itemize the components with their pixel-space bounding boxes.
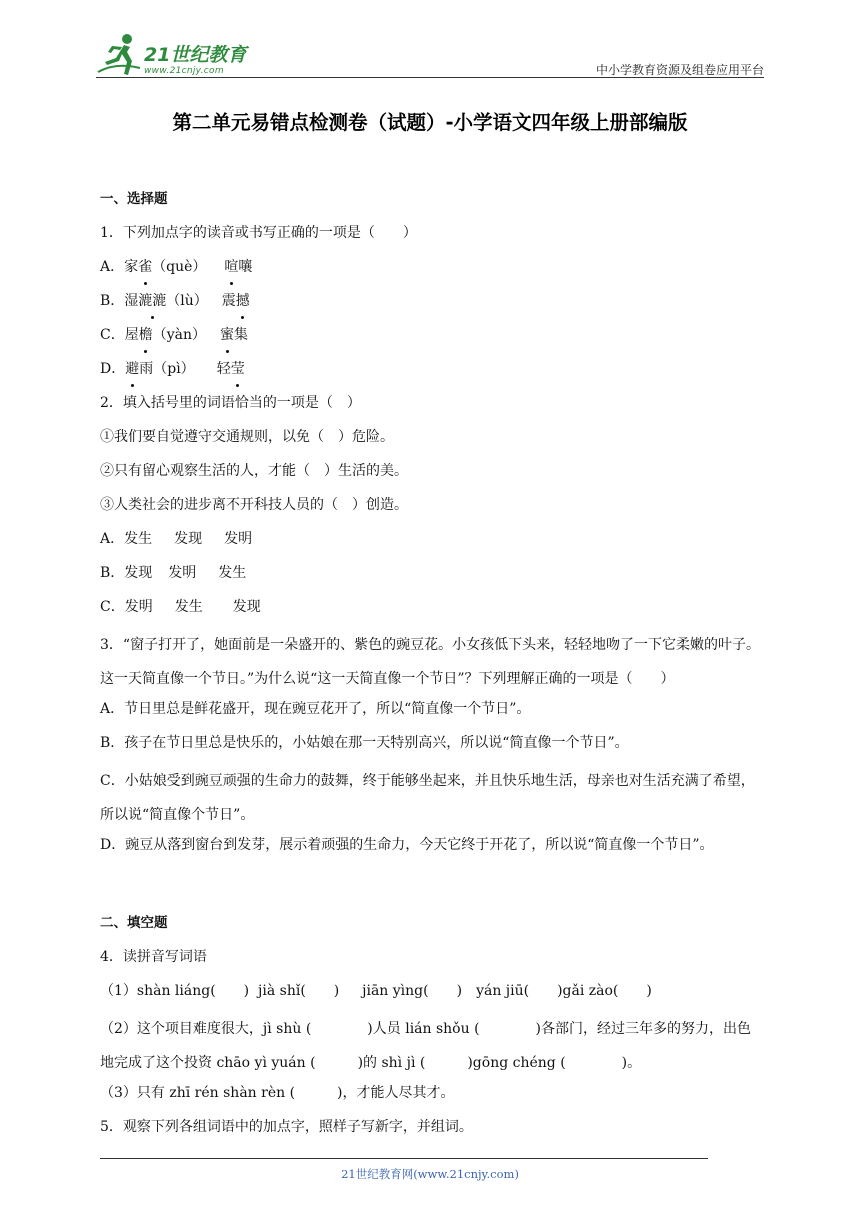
question-stem: 2．填入括号里的词语恰当的一项是（ ） [100, 395, 361, 411]
section-heading: 一、选择题 [100, 191, 168, 207]
page-title: 第二单元易错点检测卷（试题）-小学语文四年级上册部编版 [172, 111, 688, 134]
question-stem: 3．“窗子打开了，她面前是一朵盛开的、紫色的豌豆花。小女孩低下头来，轻轻地吻了一下它柔嫩的叶子。这一天简直像一个节日。”为什么说“这一天简直像一个节日”？下列理解正确的一项是（ ） [100, 637, 761, 687]
question-line: ②只有留心观察生活的人，才能（ ）生活的美。 [100, 463, 408, 479]
question-line: ①我们要自觉遵守交通规则，以免（ ）危险。 [100, 429, 394, 445]
question-line: ③人类社会的进步离不开科技人员的（ ）创造。 [100, 497, 408, 513]
exam-content [100, 186, 764, 1148]
page-header [96, 32, 764, 80]
option-d: D．豌豆从落到窗台到发芽，展示着顽强的生命力，今天它终于开花了，所以说“简直像一个节日”。 [100, 837, 714, 853]
option-b: B．孩子在节日里总是快乐的，小姑娘在那一天特别高兴，所以说“简直像一个节日”。 [100, 735, 629, 751]
question-line: （3）只有 zhī rén shàn rèn ( )，才能人尽其才。 [100, 1085, 455, 1101]
option-b: B．湿漉漉（lù） 震撼 [100, 288, 764, 322]
option-c: C．发明 发生 发现 [100, 599, 261, 615]
option-d: D．避雨（pì） 轻莹 [100, 356, 764, 390]
question-stem: 1．下列加点字的读音或书写正确的一项是（ ） [100, 225, 417, 241]
logo-text: 21世纪教育 [144, 44, 247, 66]
logo [96, 32, 246, 76]
section-heading: 二、填空题 [100, 915, 168, 931]
option-a: A．节日里总是鲜花盛开，现在豌豆花开了，所以“简直像一个节日”。 [100, 701, 531, 717]
option-b: B．发现 发明 发生 [100, 565, 247, 581]
footer-link[interactable]: 21世纪教育网(www.21cnjy.com) [341, 1167, 519, 1181]
option-c: C．屋檐（yàn） 蜜集 [100, 322, 764, 356]
question-line: （1）shàn liáng( ) jià shǐ( ) jiān yìng( ) yán jiū( )gǎi zào( ) [100, 983, 652, 999]
question-line: （2）这个项目难度很大，jì shù ( )人员 lián shǒu ( )各部门，经过三年多的努力，出色地完成了这个投资 chāo yì yuán ( )的 shì jì ( )gōng chéng ( )。 [100, 1021, 752, 1071]
question-stem: 4．读拼音写词语 [100, 949, 207, 965]
logo-url: www.21cnjy.com [144, 66, 224, 76]
option-a: A．发生 发现 发明 [100, 531, 253, 547]
header-divider [96, 77, 764, 78]
footer-divider [100, 1158, 708, 1159]
runner-logo-icon [96, 32, 142, 76]
question-stem: 5．观察下列各组词语中的加点字，照样子写新字，并组词。 [100, 1119, 473, 1135]
option-a: A．家雀（què） 喧嚷 [100, 254, 764, 288]
platform-name: 中小学教育资源及组卷应用平台 [595, 63, 764, 77]
option-c: C．小姑娘受到豌豆顽强的生命力的鼓舞，终于能够坐起来，并且快乐地生活，母亲也对生活充满了希望，所以说“简直像个节日”。 [100, 773, 755, 823]
